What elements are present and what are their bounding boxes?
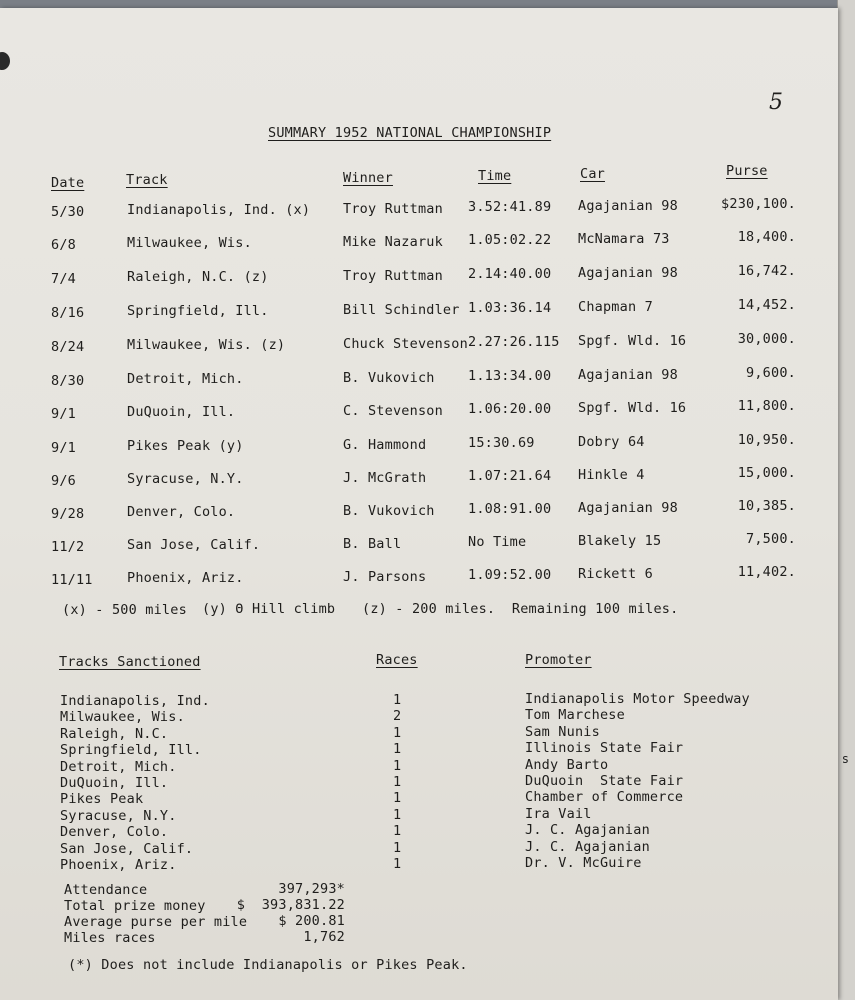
sanctioned-track: Milwaukee, Wis. xyxy=(60,709,185,726)
cell-date: 5/30 xyxy=(51,204,85,220)
stat-label: Total prize money xyxy=(64,898,206,914)
cell-purse: 10,385. xyxy=(737,498,796,514)
cell-winner: C. Stevenson xyxy=(343,402,443,419)
cell-time: 1.06:20.00 xyxy=(468,401,552,418)
document-page xyxy=(0,8,838,1000)
sanctioned-track: Denver, Colo. xyxy=(60,824,169,841)
sanctioned-races: 2 xyxy=(393,708,402,725)
sanctioned-races: 1 xyxy=(393,856,402,872)
cell-car: Spgf. Wld. 16 xyxy=(578,332,687,349)
cell-winner: B. Vukovich xyxy=(343,502,435,519)
sanctioned-races: 1 xyxy=(393,692,402,708)
cell-date: 8/24 xyxy=(51,339,85,355)
stat-value: 397,293* xyxy=(278,881,345,897)
legend-x: (x) - 500 miles xyxy=(62,602,187,618)
stat-label: Average purse per mile xyxy=(64,914,248,930)
sanctioned-races: 1 xyxy=(393,839,402,856)
sanctioned-races: 1 xyxy=(393,790,402,807)
sanctioned-promoter: Tom Marchese xyxy=(525,707,625,724)
cell-time: No Time xyxy=(468,534,527,551)
cell-winner: J. Parsons xyxy=(343,568,427,585)
cell-purse: 7,500. xyxy=(746,531,796,547)
page-number: 5 xyxy=(769,90,783,115)
cell-time: 1.13:34.00 xyxy=(468,368,552,385)
cell-winner: Mike Nazaruk xyxy=(343,233,443,250)
header-tracks-sanctioned: Tracks Sanctioned xyxy=(59,654,201,670)
cell-track: Raleigh, N.C. (z) xyxy=(127,269,269,286)
sanctioned-promoter: Andy Barto xyxy=(525,756,609,773)
sanctioned-track: Syracuse, N.Y. xyxy=(60,807,177,824)
sanctioned-promoter: Dr. V. McGuire xyxy=(525,855,642,871)
cell-purse: 30,000. xyxy=(737,331,796,347)
footnote: (*) Does not include Indianapolis or Pikes Peak. xyxy=(68,957,468,973)
sanctioned-promoter: Indianapolis Motor Speedway xyxy=(525,691,750,707)
cell-winner: Bill Schindler xyxy=(343,301,460,318)
cell-purse: 18,400. xyxy=(737,229,796,245)
stat-label: Attendance xyxy=(64,882,148,898)
sanctioned-promoter: Sam Nunis xyxy=(525,723,600,740)
cell-purse: 11,800. xyxy=(737,398,796,414)
cell-time: 1.09:52.00 xyxy=(468,567,552,584)
sanctioned-promoter: J. C. Agajanian xyxy=(525,822,650,839)
sanctioned-track: Raleigh, N.C. xyxy=(60,725,169,742)
sanctioned-track: Detroit, Mich. xyxy=(60,758,177,775)
cell-purse: 14,452. xyxy=(737,297,796,313)
next-sheet-edge xyxy=(837,0,855,1000)
cell-winner: B. Ball xyxy=(343,535,402,552)
cell-track: Phoenix, Ariz. xyxy=(127,570,244,587)
cell-winner: Chuck Stevenson xyxy=(343,335,468,352)
cell-time: 3.52:41.89 xyxy=(468,199,552,216)
cell-track: DuQuoin, Ill. xyxy=(127,404,236,421)
header-purse: Purse xyxy=(726,163,768,179)
legend-y: (y) Θ Hill climb xyxy=(202,601,336,617)
sanctioned-races: 1 xyxy=(393,823,402,840)
header-winner: Winner xyxy=(343,170,393,186)
stat-label: Miles races xyxy=(64,930,156,946)
sanctioned-promoter: DuQuoin State Fair xyxy=(525,773,684,789)
cell-date: 9/1 xyxy=(51,440,76,456)
sanctioned-races: 1 xyxy=(393,774,402,790)
cell-track: Denver, Colo. xyxy=(127,504,236,521)
cell-track: Detroit, Mich. xyxy=(127,371,244,388)
cell-winner: Troy Ruttman xyxy=(343,267,443,284)
cell-winner: B. Vukovich xyxy=(343,369,435,386)
cell-track: Milwaukee, Wis. xyxy=(127,235,252,252)
header-races: Races xyxy=(376,652,418,668)
header-car: Car xyxy=(580,166,605,182)
cell-date: 9/28 xyxy=(51,506,85,522)
cell-time: 1.07:21.64 xyxy=(468,468,552,485)
cell-car: Dobry 64 xyxy=(578,433,645,450)
sanctioned-promoter: Ira Vail xyxy=(525,805,592,822)
cell-time: 15:30.69 xyxy=(468,435,535,452)
sanctioned-track: Indianapolis, Ind. xyxy=(60,693,210,709)
sanctioned-races: 1 xyxy=(393,806,402,823)
cell-time: 1.08:91.00 xyxy=(468,501,552,518)
cell-date: 8/16 xyxy=(51,305,85,321)
cell-date: 6/8 xyxy=(51,237,76,253)
sanctioned-promoter: Chamber of Commerce xyxy=(525,789,684,806)
cell-track: Springfield, Ill. xyxy=(127,303,269,320)
stat-value: $ 393,831.22 xyxy=(236,897,345,913)
cell-car: Blakely 15 xyxy=(578,532,662,549)
cell-track: Milwaukee, Wis. (z) xyxy=(127,337,286,354)
header-time: Time xyxy=(478,168,512,184)
sanctioned-track: DuQuoin, Ill. xyxy=(60,775,169,791)
header-promoter: Promoter xyxy=(525,652,592,668)
cell-car: Agajanian 98 xyxy=(578,197,678,214)
page-title: SUMMARY 1952 NATIONAL CHAMPIONSHIP xyxy=(268,125,552,141)
sanctioned-races: 1 xyxy=(393,757,402,774)
cell-time: 2.27:26.115 xyxy=(468,334,560,351)
sanctioned-races: 1 xyxy=(393,724,402,741)
stat-value: 1,762 xyxy=(303,929,345,945)
cell-car: Rickett 6 xyxy=(578,565,653,582)
sanctioned-track: Springfield, Ill. xyxy=(60,742,202,759)
cell-date: 11/2 xyxy=(51,539,85,555)
cell-car: Agajanian 98 xyxy=(578,264,678,281)
sanctioned-track: Phoenix, Ariz. xyxy=(60,857,177,873)
cell-track: Pikes Peak (y) xyxy=(127,438,244,455)
cell-track: Syracuse, N.Y. xyxy=(127,471,244,488)
next-sheet-mark: s xyxy=(841,752,849,766)
cell-date: 9/6 xyxy=(51,473,76,489)
cell-purse: 9,600. xyxy=(746,365,796,381)
cell-date: 9/1 xyxy=(51,406,76,422)
header-track: Track xyxy=(126,172,168,188)
cell-time: 1.03:36.14 xyxy=(468,300,552,317)
sanctioned-races: 1 xyxy=(393,741,402,758)
cell-winner: J. McGrath xyxy=(343,469,427,486)
stat-value: $ 200.81 xyxy=(278,913,345,929)
sanctioned-track: Pikes Peak xyxy=(60,791,144,808)
cell-winner: Troy Ruttman xyxy=(343,200,443,217)
cell-car: McNamara 73 xyxy=(578,230,670,247)
cell-purse: 10,950. xyxy=(737,432,796,448)
cell-purse: 16,742. xyxy=(737,263,796,279)
cell-purse: $230,100. xyxy=(721,196,796,212)
cell-car: Hinkle 4 xyxy=(578,466,645,483)
cell-car: Chapman 7 xyxy=(578,298,653,315)
cell-date: 11/11 xyxy=(51,572,93,588)
cell-track: San Jose, Calif. xyxy=(127,537,261,554)
cell-car: Agajanian 98 xyxy=(578,499,678,516)
cell-track: Indianapolis, Ind. (x) xyxy=(127,202,311,219)
sanctioned-track: San Jose, Calif. xyxy=(60,840,194,857)
cell-time: 1.05:02.22 xyxy=(468,232,552,249)
cell-winner: G. Hammond xyxy=(343,436,427,453)
sanctioned-promoter: J. C. Agajanian xyxy=(525,838,650,855)
cell-car: Agajanian 98 xyxy=(578,366,678,383)
cell-car: Spgf. Wld. 16 xyxy=(578,399,687,416)
cell-purse: 11,402. xyxy=(737,564,796,580)
sanctioned-promoter: Illinois State Fair xyxy=(525,740,684,757)
header-date: Date xyxy=(51,175,85,191)
cell-time: 2.14:40.00 xyxy=(468,266,552,283)
cell-date: 7/4 xyxy=(51,271,76,287)
legend-z: (z) - 200 miles. Remaining 100 miles. xyxy=(362,601,679,617)
binder-hole xyxy=(0,52,10,70)
cell-purse: 15,000. xyxy=(737,465,796,481)
cell-date: 8/30 xyxy=(51,373,85,389)
